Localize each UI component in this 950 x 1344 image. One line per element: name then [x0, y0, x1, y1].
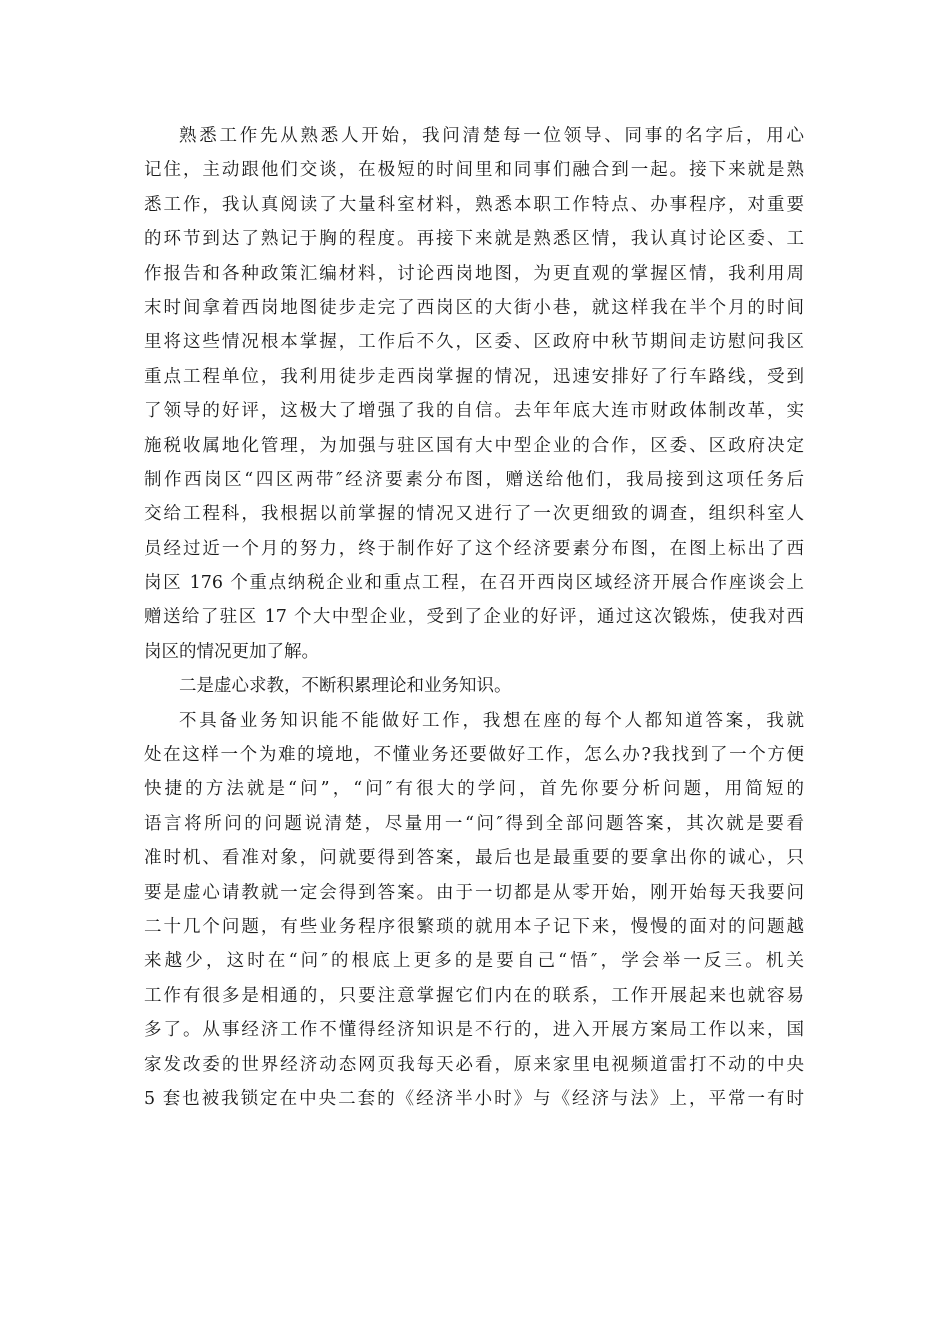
text-line: 处在这样一个为难的境地，不懂业务还要做好工作，怎么办?我找到了一个方便: [144, 745, 804, 766]
text-line: 赠送给了驻区 17 个大中型企业，受到了企业的好评，通过这次锻炼，使我对西: [144, 607, 804, 628]
text-line: 里将这些情况根本掌握，工作后不久，区委、区政府中秋节期间走访慰问我区: [144, 332, 804, 353]
text-line: 岗区 176 个重点纳税企业和重点工程，在召开西岗区域经济开展合作座谈会上: [144, 573, 804, 594]
text-line: 多了。从事经济工作不懂得经济知识是不行的，进入开展方案局工作以来，国: [144, 1020, 804, 1041]
text-line: 重点工程单位，我利用徒步走西岗掌握的情况，迅速安排好了行车路线，受到: [144, 366, 804, 387]
text-line: 准时机、看准对象，问就要得到答案，最后也是最重要的要拿出你的诚心，只: [144, 848, 804, 869]
text-line: 岗区的情况更加了解。: [144, 641, 319, 662]
text-line: 制作西岗区“四区两带″经济要素分布图，赠送给他们，我局接到这项任务后: [144, 469, 804, 490]
document-body: [144, 119, 804, 1116]
text-line: 末时间拿着西岗地图徒步走完了西岗区的大街小巷，就这样我在半个月的时间: [144, 297, 804, 318]
text-line: 要是虚心请教就一定会得到答案。由于一切都是从零开始，刚开始每天我要问: [144, 882, 804, 903]
text-line: 5 套也被我锁定在中央二套的《经济半小时》与《经济与法》上，平常一有时: [144, 1088, 804, 1109]
text-line: 记住，主动跟他们交谈，在极短的时间里和同事们融合到一起。接下来就是熟: [144, 160, 804, 181]
text-line: 了领导的好评，这极大了增强了我的自信。去年年底大连市财政体制改革，实: [144, 401, 804, 422]
text-line: 家发改委的世界经济动态网页我每天必看，原来家里电视频道雷打不动的中央: [144, 1054, 804, 1075]
text-line: 不具备业务知识能不能做好工作，我想在座的每个人都知道答案，我就: [179, 710, 804, 731]
text-line: 交给工程科，我根据以前掌握的情况又进行了一次更细致的调查，组织科室人: [144, 504, 804, 525]
text-line: 来越少，这时在“问″的根底上更多的是要自己“悟″，学会举一反三。机关: [144, 951, 804, 972]
text-line: 施税收属地化管理，为加强与驻区国有大中型企业的合作，区委、区政府决定: [144, 435, 804, 456]
text-line: 员经过近一个月的努力，终于制作好了这个经济要素分布图，在图上标出了西: [144, 538, 804, 559]
text-line: 二是虚心求教，不断积累理论和业务知识。: [179, 676, 512, 697]
text-line: 快捷的方法就是“问”，“问″有很大的学问，首先你要分析问题，用简短的: [144, 779, 804, 800]
paragraph-2: [144, 669, 804, 703]
text-line: 熟悉工作先从熟悉人开始，我问清楚每一位领导、同事的名字后，用心: [179, 126, 804, 146]
text-line: 悉工作，我认真阅读了大量科室材料，熟悉本职工作特点、办事程序，对重要: [144, 194, 804, 215]
paragraph-1: [144, 119, 804, 669]
text-line: 二十几个问题，有些业务程序很繁琐的就用本子记下来，慢慢的面对的问题越: [144, 916, 804, 937]
text-line: 工作有很多是相通的，只要注意掌握它们内在的联系，工作开展起来也就容易: [144, 985, 804, 1006]
text-line: 的环节到达了熟记于胸的程度。再接下来就是熟悉区情，我认真讨论区委、工: [144, 229, 804, 250]
text-line: 语言将所问的问题说清楚，尽量用一“问″得到全部问题答案，其次就是要看: [144, 813, 804, 834]
paragraph-3: [144, 704, 804, 1117]
text-line: 作报告和各种政策汇编材料，讨论西岗地图，为更直观的掌握区情，我利用周: [144, 263, 804, 284]
